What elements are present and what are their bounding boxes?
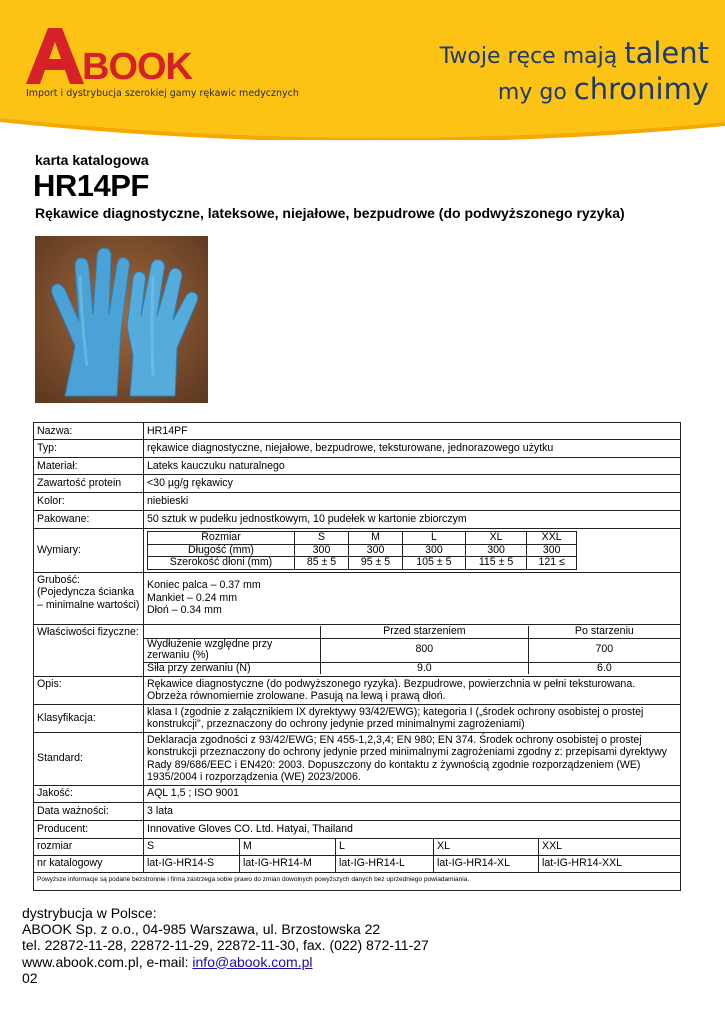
size-cell: XL: [434, 838, 539, 855]
spec-row-protein: [34, 475, 681, 493]
spec-row-pakowane: [34, 511, 681, 529]
dimensions-row: [148, 544, 577, 557]
catalog-number-cell: lat-IG-HR14-M: [240, 855, 336, 872]
dimensions-cell: 95 ± 5: [349, 557, 403, 570]
slogan-line-1: [440, 36, 709, 70]
spec-row-nazwa: [34, 423, 681, 440]
dimensions-cell: 115 ± 5: [465, 557, 527, 570]
product-code: HR14PF: [33, 168, 149, 203]
document-kind: karta katalogowa: [35, 152, 149, 168]
disclaimer: Powyższe informacje są podane bezstronnie i firma zastrzega sobie prawo do zmian dowolnych powyższych danych bez uprzedniego powiadamiania.: [34, 872, 681, 890]
spec-key: Standard:: [34, 732, 144, 785]
dimensions-header: XL: [465, 532, 527, 545]
spec-row-opis: [34, 676, 681, 704]
spec-key: Właściwości fizyczne:: [34, 624, 144, 676]
dimensions-cell: 300: [465, 544, 527, 557]
catalog-number-cell: lat-IG-HR14-XL: [434, 855, 539, 872]
spec-row-disclaimer: [34, 872, 681, 890]
spec-key: nr katalogowy: [34, 855, 144, 872]
slogan-2-small: my go: [497, 80, 567, 105]
properties-header: [144, 626, 321, 638]
spec-key: Wymiary:: [34, 529, 144, 573]
dimensions-header: Rozmiar: [148, 532, 295, 545]
gloves-image: [35, 236, 208, 403]
spec-row-material: [34, 458, 681, 475]
spec-value: niebieski: [144, 493, 681, 511]
phone-fax: tel. 22872-11-28, 22872-11-29, 22872-11-30, fax. (022) 872-11-27: [22, 937, 429, 954]
size-cell: L: [336, 838, 434, 855]
company-address: ABOOK Sp. z o.o., 04-985 Warszawa, ul. Brzostowska 22: [22, 921, 381, 938]
web-email-line: [22, 954, 429, 970]
spec-row-wlasciwosci: [34, 624, 681, 676]
properties-cell: 6.0: [528, 662, 680, 674]
spec-value: 50 sztuk w pudełku jednostkowym, 10 pudełek w kartonie zbiorczym: [144, 511, 681, 529]
spec-row-data: [34, 802, 681, 820]
spec-key: Opis:: [34, 676, 144, 704]
dimensions-cell: 85 ± 5: [295, 557, 349, 570]
dimensions-cell: 300: [403, 544, 466, 557]
email-link[interactable]: info@abook.com.pl: [192, 953, 313, 970]
spec-key: Typ:: [34, 440, 144, 458]
catalog-number-cell: lat-IG-HR14-S: [144, 855, 240, 872]
spec-key: Pakowane:: [34, 511, 144, 529]
dimensions-cell: 300: [349, 544, 403, 557]
dimensions-cell: 121 ≤: [527, 557, 577, 570]
product-subtitle: Rękawice diagnostyczne, lateksowe, niejałowe, bezpudrowe (do podwyższonego ryzyka): [35, 205, 625, 221]
spec-key: Materiał:: [34, 458, 144, 475]
spec-row-standard: [34, 732, 681, 785]
contact-block: [22, 905, 429, 986]
properties-header-row: [144, 626, 680, 638]
properties-cell: Siła przy zerwaniu (N): [144, 662, 321, 674]
dimensions-header: S: [295, 532, 349, 545]
dimensions-cell: 300: [295, 544, 349, 557]
properties-cell: Wydłużenie względne przy zerwaniu (%): [144, 638, 321, 662]
spec-key: Data ważności:: [34, 802, 144, 820]
dimensions-cell: 105 ± 5: [403, 557, 466, 570]
properties-header: Przed starzeniem: [321, 626, 529, 638]
distribution-label: dystrybucja w Polsce:: [22, 905, 157, 921]
dimensions-table: [147, 531, 577, 570]
dimensions-header: M: [349, 532, 403, 545]
spec-row-wymiary: [34, 529, 681, 573]
properties-cell: 800: [321, 638, 529, 662]
page-number: 02: [22, 969, 38, 986]
spec-row-klasyfikacja: [34, 704, 681, 732]
dimensions-cell: 300: [527, 544, 577, 557]
spec-value: HR14PF: [144, 423, 681, 440]
spec-key: rozmiar: [34, 838, 144, 855]
spec-row-typ: [34, 440, 681, 458]
spec-row-grubosc: [34, 572, 681, 624]
properties-row: [144, 662, 680, 674]
spec-table: [33, 422, 681, 891]
physical-properties-table: [144, 626, 680, 674]
spec-row-jakosc: [34, 785, 681, 802]
spec-value: <30 µg/g rękawicy: [144, 475, 681, 493]
spec-key: Producent:: [34, 820, 144, 838]
dimensions-cell: Długość (mm): [148, 544, 295, 557]
spec-value: [144, 572, 681, 624]
spec-value: [144, 624, 681, 676]
website-label: www.abook.com.pl, e-mail:: [22, 953, 193, 970]
properties-cell: 700: [528, 638, 680, 662]
brand-tagline: Import i dystrybucja szerokiej gamy rękawic medycznych: [26, 88, 299, 99]
spec-key: Klasyfikacja:: [34, 704, 144, 732]
spec-row-producent: [34, 820, 681, 838]
brand-name: BOOK: [82, 46, 192, 88]
spec-value: Lateks kauczuku naturalnego: [144, 458, 681, 475]
spec-value: 3 lata: [144, 802, 681, 820]
header-banner: [0, 0, 725, 140]
slogan-1-big: talent: [624, 36, 709, 70]
properties-cell: 9.0: [321, 662, 529, 674]
spec-value: Rękawice diagnostyczne (do podwyższonego ryzyka). Bezpudrowe, powierzchnia w pełni teksturowana. Obrzeża równomiernie zrolowane. Pasują na lewą i prawą dłoń.: [144, 676, 681, 704]
size-cell: XXL: [539, 838, 681, 855]
properties-row: [144, 638, 680, 662]
size-cell: M: [240, 838, 336, 855]
spec-value: AQL 1,5 ; ISO 9001: [144, 785, 681, 802]
thickness-fingertip: Koniec palca – 0.37 mm: [147, 579, 261, 592]
properties-header: Po starzeniu: [528, 626, 680, 638]
spec-key: Grubość: (Pojedyncza ścianka – minimalne wartości): [34, 572, 144, 624]
spec-value: rękawice diagnostyczne, niejałowe, bezpudrowe, teksturowane, jednorazowego użytku: [144, 440, 681, 458]
catalog-number-cell: lat-IG-HR14-XXL: [539, 855, 681, 872]
dimensions-row: [148, 557, 577, 570]
thickness-palm: Dłoń – 0.34 mm: [147, 604, 222, 617]
spec-value: [144, 529, 681, 573]
spec-value: klasa I (zgodnie z załącznikiem IX dyrektywy 93/42/EWG); kategoria I („środek ochrony osobistej o prostej konstrukcji", przeznaczony do ochrony jedynie przed minimalnymi zagrożeniami): [144, 704, 681, 732]
spec-key: Zawartość protein: [34, 475, 144, 493]
spec-value: Innovative Gloves CO. Ltd. Hatyai, Thailand: [144, 820, 681, 838]
dimensions-cell: Szerokość dłoni (mm): [148, 557, 295, 570]
catalog-number-cell: lat-IG-HR14-L: [336, 855, 434, 872]
spec-key: Kolor:: [34, 493, 144, 511]
dimensions-header: L: [403, 532, 466, 545]
slogan-line-2: [498, 72, 709, 106]
slogan-2-big: chronimy: [573, 72, 709, 106]
product-photo: [35, 236, 208, 403]
spec-key: Jakość:: [34, 785, 144, 802]
spec-row-rozmiar: [34, 838, 681, 855]
spec-row-katalog: [34, 855, 681, 872]
abook-logo-icon: [26, 28, 84, 84]
spec-row-kolor: [34, 493, 681, 511]
spec-key: Nazwa:: [34, 423, 144, 440]
dimensions-header: XXL: [527, 532, 577, 545]
size-cell: S: [144, 838, 240, 855]
dimensions-header-row: [148, 532, 577, 545]
slogan-1-small: Twoje ręce mają: [439, 44, 618, 69]
spec-value: Deklaracja zgodności z 93/42/EWG; EN 455-1,2,3,4; EN 980; EN 374. Środek ochrony osobistej o prostej konstrukcji przeznaczony do ochrony jedynie przed minimalnymi zagrożeniami zgodny z: przepisami dyrektywy Rady 89/686/EEC i EN420: 2003. Dopuszczony do kontaktu z żywnością zgodnie rozporządzeniem (WE) 1935/2004 i rozporządzenia (WE) 2023/2006.: [144, 732, 681, 785]
thickness-cuff: Mankiet – 0.24 mm: [147, 591, 238, 604]
